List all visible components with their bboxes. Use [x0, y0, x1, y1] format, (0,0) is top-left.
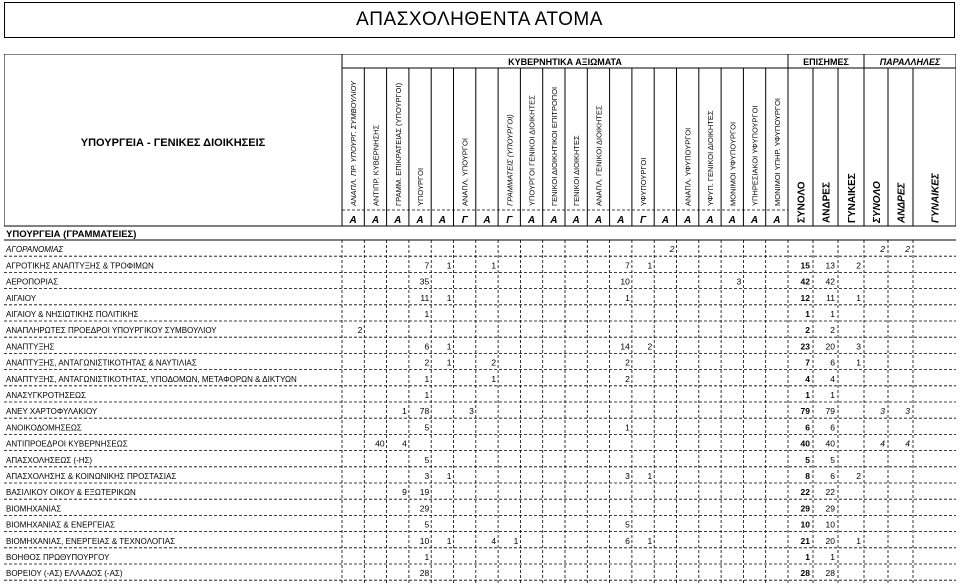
summary-column-label: ΓΥΝΑΙΚΕΣ	[930, 173, 942, 223]
summary-cell: 12	[800, 292, 810, 303]
summary-cell: 2	[905, 244, 910, 255]
row-name: ΑΝΑΠΤΥΞΗΣ, ΑΝΤΑΓΩΝΙΣΤΙΚΟΤΗΤΑΣ & ΝΑΥΤΙΛΙΑΣ	[6, 358, 197, 368]
table-cell: 1	[491, 260, 497, 271]
section-label: ΥΠΟΥΡΓΕΙΑ (ΓΡΑΜΜΑΤΕΙΕΣ)	[6, 229, 137, 240]
summary-cell: 28	[800, 568, 810, 579]
column-code: Α	[684, 215, 692, 226]
row-name: ΑΝΕΥ ΧΑΡΤΟΦΥΛΑΚΙΟΥ	[6, 407, 98, 417]
table-cell: 2	[424, 357, 430, 368]
column-header-label: ΑΝΑΠΛ. ΥΦΥΠΟΥΡΓΟΙ	[683, 127, 693, 206]
table-cell: 1	[446, 471, 452, 481]
summary-cell: 1	[856, 535, 861, 546]
table-cell: 3	[469, 406, 474, 417]
table-cell: 9	[402, 487, 407, 498]
row-name: ΑΝΑΠΤΥΞΗΣ, ΑΝΤΑΓΩΝΙΣΤΙΚΟΤΗΤΑΣ, ΥΠΟΔΟΜΩΝ, ΜΕΤΑΦΟΡΩΝ & ΔΙΚΤΥΩΝ	[6, 374, 297, 384]
table-cell: 5	[424, 454, 430, 465]
row-name: ΒΟΗΘΟΣ ΠΡΩΘΥΠΟΥΡΓΟΥ	[6, 553, 110, 562]
column-code: Α	[416, 215, 424, 226]
table-cell: 10	[419, 535, 430, 546]
summary-cell: 3	[856, 341, 861, 352]
column-code: Α	[527, 215, 536, 226]
summary-cell: 1	[830, 390, 835, 400]
summary-cell: 20	[825, 341, 835, 352]
table-cell: 6	[625, 535, 630, 546]
column-code: Α	[594, 215, 603, 226]
summary-cell: 11	[826, 292, 835, 303]
column-code: Γ	[506, 215, 513, 226]
employment-table	[4, 54, 956, 584]
column-header-label: ΓΕΝΙΚΟΙ ΔΙΟΙΚΗΤΕΣ	[572, 135, 582, 206]
column-header-label: ΥΦΥΠΟΥΡΓΟΙ	[639, 157, 649, 206]
table-cell: 1	[446, 292, 452, 303]
summary-cell: 1	[805, 390, 810, 400]
table-cell: 2	[357, 325, 363, 336]
table-cell: 1	[402, 406, 407, 417]
table-cell: 7	[625, 260, 630, 271]
row-name: ΑΝΑΠΛΗΡΩΤΕΣ ΠΡΟΕΔΡΟΙ ΥΠΟΥΡΓΙΚΟΥ ΣΥΜΒΟΥΛΙΟΥ	[6, 326, 217, 336]
table-cell: 1	[647, 471, 653, 481]
summary-cell: 4	[805, 373, 810, 384]
column-header-label: ΥΠΟΥΡΓΟΙ ΓΕΝΙΚΟΙ ΔΙΟΙΚΗΤΕΣ	[527, 95, 537, 206]
row-name: ΑΕΡΟΠΟΡΙΑΣ	[6, 277, 59, 287]
table-cell: 1	[647, 535, 653, 546]
summary-cell: 40	[825, 438, 835, 449]
column-header-label: ΑΝΑΠΛ. ΓΕΝΙΚΟΙ ΔΙΟΙΚΗΤΕΣ	[594, 105, 604, 206]
column-code: Α	[394, 215, 402, 226]
row-name: ΑΝΑΣΥΓΚΡΟΤΗΣΕΩΣ	[6, 391, 86, 400]
summary-cell: 6	[805, 422, 810, 433]
header-ministries-label: ΥΠΟΥΡΓΕΙΑ - ΓΕΝΙΚΕΣ ΔΙΟΙΚΗΣΕΙΣ	[80, 137, 266, 149]
table-cell: 3	[424, 471, 430, 481]
table-cell: 40	[375, 438, 385, 449]
table-cell: 1	[446, 260, 452, 271]
summary-cell: 1	[856, 357, 861, 368]
row-name: ΑΠΑΣΧΟΛΗΣΕΩΣ (-ΗΣ)	[6, 455, 93, 465]
summary-cell: 10	[800, 519, 810, 530]
table-cell: 5	[625, 519, 630, 530]
column-code: Α	[550, 215, 558, 226]
summary-cell: 2	[830, 325, 835, 336]
table-cell: 7	[424, 260, 430, 271]
summary-column-label: ΑΝΔΡΕΣ	[896, 182, 908, 223]
summary-cell: 21	[800, 535, 810, 546]
summary-cell: 6	[830, 357, 835, 368]
summary-cell: 2	[856, 471, 861, 481]
summary-cell: 22	[800, 487, 810, 498]
summary-cell: 15	[800, 260, 810, 271]
summary-cell: 42	[800, 276, 810, 287]
column-code: Α	[349, 215, 357, 226]
table-cell: 5	[424, 519, 430, 530]
summary-cell: 79	[800, 406, 810, 417]
column-code: Α	[750, 215, 759, 226]
table-cell: 4	[402, 438, 407, 449]
summary-cell: 2	[805, 325, 810, 336]
column-header-label: ΜΟΝΙΜΟΙ ΥΠΗΡ. ΥΦΥΠΟΥΡΓΟΙ	[772, 98, 782, 206]
column-code: Α	[706, 215, 714, 226]
table-cell: 11	[420, 292, 430, 303]
summary-column-label: ΣΥΝΟΛΟ	[796, 181, 808, 223]
summary-cell: 22	[825, 487, 835, 498]
table-cell: 1	[625, 422, 630, 433]
table-cell: 1	[513, 535, 519, 546]
table-cell: 2	[625, 373, 630, 384]
table-cell: 6	[424, 341, 430, 352]
summary-cell: 13	[825, 260, 835, 271]
summary-column-label: ΑΝΔΡΕΣ	[821, 182, 833, 223]
summary-cell: 2	[856, 260, 861, 271]
header-group-parallel: ΠΑΡΑΛΛΗΛΕΣ	[879, 57, 941, 67]
table-cell: 2	[491, 357, 497, 368]
row-name: ΑΙΓΑΙΟΥ	[6, 293, 37, 303]
table-cell: 4	[491, 535, 497, 546]
table-cell: 1	[625, 292, 630, 303]
summary-cell: 2	[880, 244, 885, 255]
row-name: ΒΙΟΜΗΧΑΝΙΑΣ, ΕΝΕΡΓΕΙΑΣ & ΤΕΧΝΟΛΟΓΙΑΣ	[6, 536, 176, 546]
table-cell: 1	[424, 390, 430, 400]
summary-column-label: ΣΥΝΟΛΟ	[872, 181, 883, 223]
table-cell: 1	[446, 535, 452, 546]
summary-cell: 4	[905, 438, 910, 449]
summary-cell: 4	[880, 438, 885, 449]
column-header-label: ΓΕΝΙΚΟΙ ΔΙΟΙΚΗΤΙΚΟΙ ΕΠΙΤΡΟΠΟΙ	[549, 86, 559, 206]
summary-cell: 1	[805, 309, 810, 319]
summary-cell: 1	[830, 552, 835, 562]
summary-cell: 1	[856, 292, 861, 303]
column-code: Α	[617, 215, 625, 226]
row-name: ΑΓΟΡΑΝΟΜΙΑΣ	[6, 245, 64, 255]
header-group-government: ΚΥΒΕΡΝΗΤΙΚΑ ΑΞΙΩΜΑΤΑ	[508, 57, 622, 67]
table-cell: 29	[419, 503, 430, 514]
column-header-label: ΥΠΟΥΡΓΟΙ	[416, 167, 426, 206]
row-name: ΑΝΟΙΚΟΔΟΜΗΣΕΩΣ	[6, 423, 82, 433]
column-header-label: ΜΟΝΙΜΟΙ ΥΦΥΠΟΥΡΓΟΙ	[728, 121, 738, 206]
table-cell: 3	[736, 276, 742, 287]
table-cell: 2	[625, 357, 630, 368]
header-group-official: ΕΠΙΣΗΜΕΣ	[803, 57, 849, 67]
summary-cell: 1	[805, 552, 810, 562]
page-title: ΑΠΑΣΧΟΛΗΘΕΝΤΑ ΑΤΟΜΑ	[4, 2, 955, 38]
row-name: ΑΠΑΣΧΟΛΗΣΗΣ & ΚΟΙΝΩΝΙΚΗΣ ΠΡΟΣΤΑΣΙΑΣ	[6, 472, 177, 481]
table-cell: 78	[419, 406, 430, 417]
column-code: Α	[661, 215, 669, 226]
row-name: ΑΝΤΙΠΡΟΕΔΡΟΙ ΚΥΒΕΡΝΗΣΕΩΣ	[6, 439, 128, 449]
table-cell: 1	[424, 309, 430, 319]
column-code: Α	[572, 215, 580, 226]
row-name: ΑΙΓΑΙΟΥ & ΝΗΣΙΩΤΙΚΗΣ ΠΟΛΙΤΙΚΗΣ	[6, 310, 139, 319]
row-name: ΒΑΣΙΛΙΚΟΥ ΟΙΚΟΥ & ΕΞΩΤΕΡΙΚΩΝ	[6, 488, 136, 498]
column-header-label: ΑΝΑΠΛ. ΥΠΟΥΡΓΟΙ	[460, 138, 470, 206]
table-cell: 10	[620, 276, 630, 287]
column-code: Α	[438, 215, 446, 226]
table-cell: 1	[424, 552, 430, 562]
summary-cell: 29	[825, 503, 835, 514]
summary-cell: 28	[825, 568, 835, 579]
row-name: ΑΝΑΠΤΥΞΗΣ	[6, 342, 55, 352]
table-cell: 14	[620, 341, 630, 352]
summary-cell: 1	[830, 309, 835, 319]
column-header-label: ΑΝΑΠΛ. ΠΡ. ΥΠΟΥΡΓ. ΣΥΜΒΟΥΛΙΟΥ	[349, 80, 359, 206]
summary-cell: 23	[800, 341, 810, 352]
summary-cell: 10	[825, 519, 835, 530]
table-cell: 19	[419, 487, 430, 498]
column-header-label: ΥΦΥΠ. ΓΕΝΙΚΟΙ ΔΙΟΙΚΗΤΕΣ	[705, 110, 715, 206]
column-header-label: ΓΡΑΜΜΑΤΕΙΣ (ΥΠΟΥΡΓΟΙ)	[505, 114, 515, 206]
summary-cell: 29	[800, 503, 810, 514]
column-code: Α	[483, 215, 491, 226]
summary-cell: 40	[800, 438, 810, 449]
column-code: Α	[728, 215, 736, 226]
table-cell: 28	[419, 568, 430, 579]
table-cell: 2	[647, 341, 653, 352]
column-header-label: ΑΝΤΙΠΡ. ΚΥΒΕΡΝΗΣΗΣ	[371, 124, 381, 206]
column-code: Γ	[639, 215, 647, 226]
column-header-label: ΥΠΗΡΕΣΙΑΚΟΙ ΥΦΥΠΟΥΡΓΟΙ	[750, 105, 760, 206]
column-code: Γ	[461, 215, 468, 226]
summary-cell: 5	[805, 454, 810, 465]
summary-cell: 5	[830, 454, 835, 465]
table-cell: 3	[625, 471, 630, 481]
table-cell: 2	[669, 244, 675, 255]
row-name: ΑΓΡΟΤΙΚΗΣ ΑΝΑΠΤΥΞΗΣ & ΤΡΟΦΙΜΩΝ	[6, 261, 154, 271]
summary-cell: 79	[825, 406, 835, 417]
row-name: ΒΙΟΜΗΧΑΝΙΑΣ & ΕΝΕΡΓΕΙΑΣ	[6, 520, 115, 530]
summary-cell: 8	[805, 471, 810, 481]
summary-cell: 3	[880, 406, 885, 417]
column-code: Α	[371, 215, 380, 226]
row-name: ΒΙΟΜΗΧΑΝΙΑΣ	[6, 504, 62, 514]
column-code: Α	[773, 215, 781, 226]
table-cell: 1	[491, 373, 497, 384]
summary-cell: 6	[830, 471, 835, 481]
table-cell: 35	[419, 276, 430, 287]
summary-cell: 4	[830, 373, 835, 384]
summary-column-label: ΓΥΝΑΙΚΕΣ	[847, 173, 858, 223]
summary-cell: 6	[830, 422, 835, 433]
table-cell: 1	[647, 260, 653, 271]
table-cell: 5	[424, 422, 430, 433]
summary-cell: 7	[805, 357, 810, 368]
table-cell: 1	[446, 357, 452, 368]
row-name: ΒΟΡΕΙΟΥ (-ΑΣ) ΕΛΛΑΔΟΣ (-ΑΣ)	[6, 569, 123, 579]
table-cell: 1	[446, 341, 452, 352]
summary-cell: 20	[825, 535, 835, 546]
summary-cell: 42	[825, 276, 835, 287]
summary-cell: 3	[905, 406, 910, 417]
column-header-label: ΓΡΑΜΜ. ΕΠΙΚΡΑΤΕΙΑΣ (ΥΠΟΥΡΓΟΙ)	[393, 82, 403, 206]
table-cell: 1	[424, 373, 430, 384]
